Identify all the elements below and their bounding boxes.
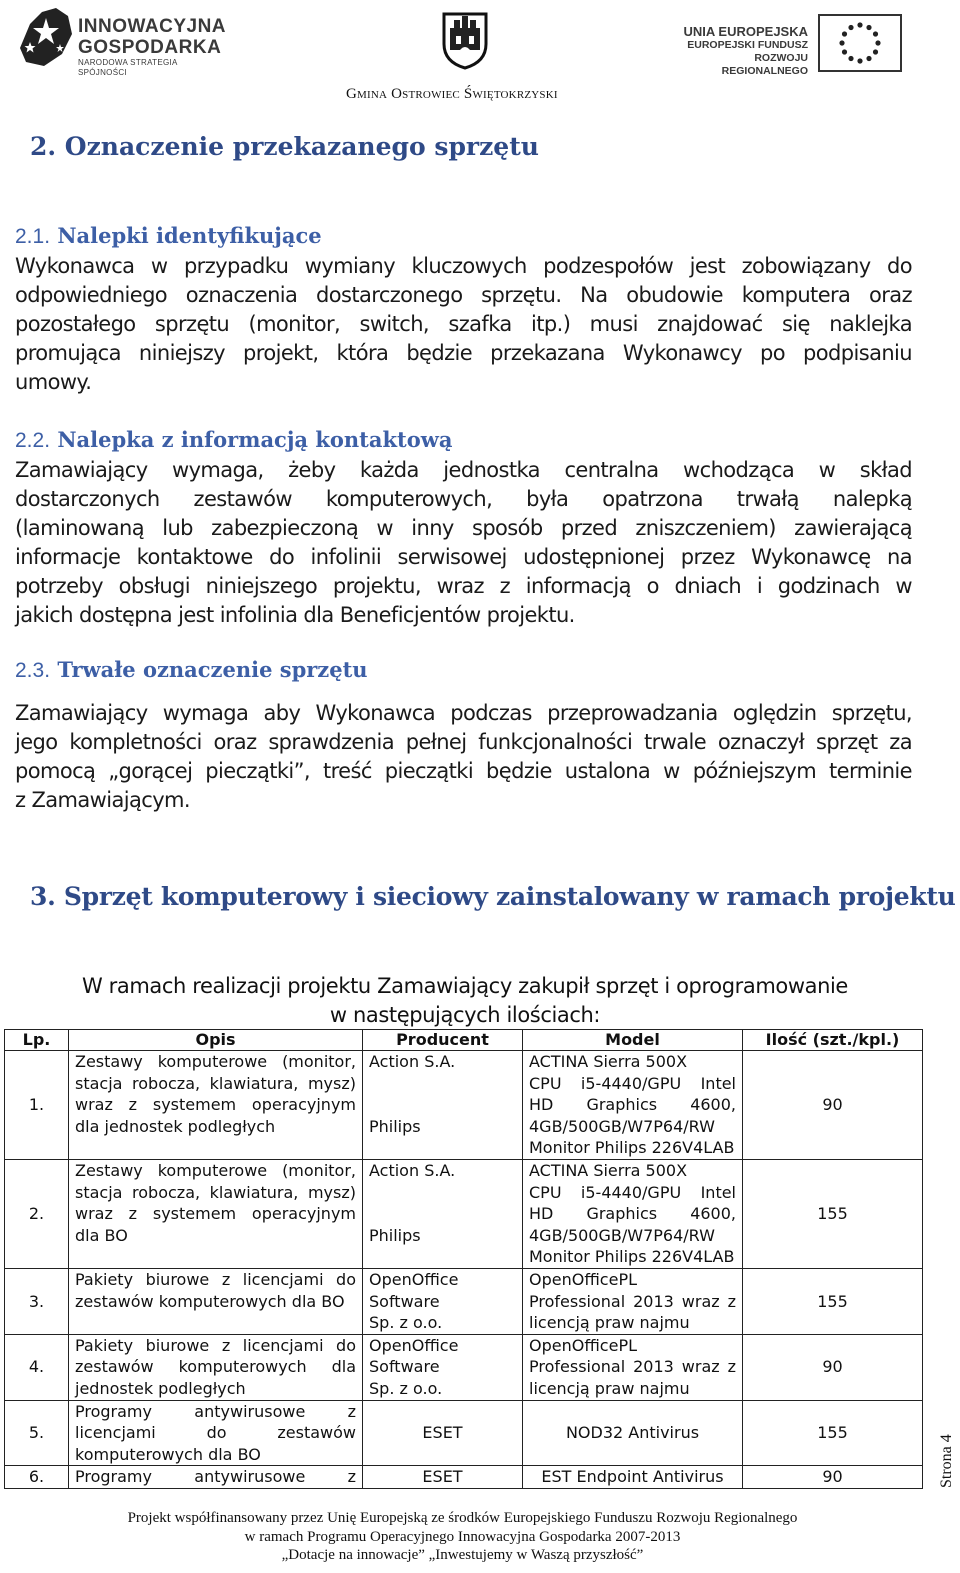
cell-line: OpenOffice — [369, 1269, 459, 1289]
cell-line: zestawów komputerowych dla BO — [75, 1291, 345, 1311]
table-row — [5, 1268, 923, 1334]
cell-line: OpenOffice — [369, 1335, 459, 1355]
col-header-model: Model — [523, 1030, 743, 1051]
cell-ilosc: 90 — [743, 1051, 923, 1160]
paragraph-line: informacje kontaktowe do infolinii serwisowej udostępnionej przez Wykonawcę na — [15, 545, 912, 569]
cell-line: licencją praw najmu — [529, 1378, 690, 1398]
cell-line: dla BO — [75, 1225, 128, 1245]
star-map-icon — [16, 4, 74, 70]
cell-line: OpenOfficePL — [529, 1335, 637, 1355]
subsection-2-3-heading — [15, 657, 368, 683]
cell-line: ACTINA Sierra 500X — [529, 1052, 688, 1071]
cell-line: stacja robocza, klawiatura, mysz) — [75, 1073, 356, 1093]
gmina-name: Gmina Ostrowiec Świętokrzyski — [346, 86, 558, 102]
footer-line2: w ramach Programu Operacyjnego Innowacyjna Gospodarka 2007-2013 — [244, 1528, 681, 1545]
table-row — [5, 1400, 923, 1466]
logo-left-line2: GOSPODARKA — [78, 37, 222, 58]
logo-right-line2: EUROPEJSKI FUNDUSZ — [687, 39, 808, 51]
table-row — [5, 1466, 923, 1489]
eu-flag-icon — [818, 14, 902, 72]
cell-model — [523, 1051, 743, 1160]
col-header-ilosc: Ilość (szt./kpl.) — [743, 1030, 923, 1051]
table-intro-line1: W ramach realizacji projektu Zamawiający zakupił sprzęt i oprogramowanie — [82, 974, 848, 998]
cell-line: Pakiety biurowe z licencjami do — [75, 1335, 356, 1355]
cell-line: Philips — [369, 1116, 421, 1136]
cell-line: 4GB/500GB/W7P64/RW — [529, 1116, 715, 1136]
subsection-2-3-text — [15, 699, 912, 815]
cell-opis — [69, 1159, 363, 1268]
subsection-2-1-number: 2.1. — [15, 225, 51, 248]
cell-line: 4GB/500GB/W7P64/RW — [529, 1225, 715, 1245]
paragraph-line: jakich dostępna jest infolinia dla Beneficjentów projektu. — [15, 603, 575, 627]
cell-line: Action S.A. — [369, 1052, 456, 1071]
cell-producent: ESET — [363, 1400, 523, 1466]
col-header-producent: Producent — [363, 1030, 523, 1051]
cell-line: CPU i5-4440/GPU Intel — [529, 1182, 736, 1202]
cell-lp: 2. — [5, 1159, 69, 1268]
cell-line: Philips — [369, 1225, 421, 1245]
paragraph-line: promująca niniejszy projekt, która będzie przekazana Wykonawcy po podpisaniu — [15, 341, 912, 365]
eu-fund-logo — [668, 14, 908, 76]
cell-line: Professional 2013 wraz z — [529, 1357, 736, 1377]
paragraph-line: pomocą „gorącej pieczątki”, treść pieczątki będzie ustalona w późniejszym terminie — [15, 759, 912, 783]
cell-line: stacja robocza, klawiatura, mysz) — [75, 1182, 356, 1202]
cell-model — [523, 1334, 743, 1400]
paragraph-line: Zamawiający wymaga, żeby każda jednostka centralna wchodząca w skład — [15, 458, 912, 482]
cell-ilosc: 90 — [743, 1334, 923, 1400]
cell-line: zestawów komputerowych dla — [75, 1357, 356, 1377]
cell-line: Zestawy komputerowe (monitor, — [75, 1160, 356, 1180]
cell-line: Pakiety biurowe z licencjami do — [75, 1269, 356, 1289]
cell-line: Monitor Philips 226V4LAB — [529, 1138, 735, 1158]
subsection-2-3-title: Trwałe oznaczenie sprzętu — [57, 657, 368, 682]
cell-line: jednostek podległych — [75, 1378, 246, 1398]
cell-producent — [363, 1159, 523, 1268]
equipment-table — [4, 1029, 923, 1489]
cell-lp: 1. — [5, 1051, 69, 1160]
cell-producent: ESET — [363, 1466, 523, 1489]
subsection-2-2-title: Nalepka z informacją kontaktową — [57, 427, 453, 452]
logo-left-line1: INNOWACYJNA — [78, 16, 227, 37]
cell-line: komputerowych dla BO — [75, 1444, 261, 1464]
table-header-row — [5, 1030, 923, 1051]
subsection-2-2-text — [15, 456, 912, 630]
cell-opis — [69, 1400, 363, 1466]
paragraph-line: umowy. — [15, 370, 92, 394]
cell-line: Software — [369, 1291, 440, 1311]
coat-of-arms-icon — [440, 10, 490, 70]
paragraph-line: pozostałego sprzętu (monitor, switch, szafka itp.) musi znajdować się naklejka — [15, 312, 912, 336]
logo-right-line1: UNIA EUROPEJSKA — [683, 24, 808, 39]
cell-line: Programy antywirusowe z — [75, 1467, 356, 1487]
cell-line: CPU i5-4440/GPU Intel — [529, 1073, 736, 1093]
cell-model: EST Endpoint Antivirus — [523, 1466, 743, 1489]
cell-model — [523, 1159, 743, 1268]
cell-producent — [363, 1334, 523, 1400]
subsection-2-2-number: 2.2. — [15, 429, 51, 452]
cell-line: licencjami do zestawów — [75, 1423, 356, 1443]
cell-producent — [363, 1051, 523, 1160]
col-header-lp: Lp. — [5, 1030, 69, 1051]
cell-line: wraz z systemem operacyjnym — [75, 1204, 356, 1224]
cell-line: Action S.A. — [369, 1160, 456, 1180]
paragraph-line: odpowiedniego oznaczenia dostarczonego sprzętu. Na obudowie komputera oraz — [15, 283, 912, 307]
subsection-2-3-number: 2.3. — [15, 659, 51, 682]
table-row — [5, 1159, 923, 1268]
logo-right-line3: ROZWOJU REGIONALNEGO — [721, 52, 808, 77]
paragraph-line: jego kompletności oraz sprawdzenia pełnej funkcjonalności trwale oznaczył sprzęt za — [15, 730, 912, 754]
cell-ilosc: 90 — [743, 1466, 923, 1489]
cell-opis — [69, 1466, 363, 1489]
cell-line: Monitor Philips 226V4LAB — [529, 1247, 735, 1267]
cell-line: Sp. z o.o. — [369, 1378, 443, 1398]
cell-ilosc: 155 — [743, 1159, 923, 1268]
table-row — [5, 1334, 923, 1400]
cell-ilosc: 155 — [743, 1268, 923, 1334]
cell-line: Software — [369, 1357, 440, 1377]
paragraph-line: Wykonawca w przypadku wymiany kluczowych podzespołów jest zobowiązany do — [15, 254, 912, 278]
cell-line: Zestawy komputerowe (monitor, — [75, 1052, 356, 1071]
paragraph-line: potrzeby obsługi niniejszego projektu, wraz z informacją o dniach i godzinach w — [15, 574, 912, 598]
paragraph-line: (laminowaną lub zabezpieczoną w inny sposób przed zniszczeniem) zawierającą — [15, 516, 912, 540]
table-intro-line2: w następujących ilościach: — [329, 1003, 601, 1027]
cell-lp: 6. — [5, 1466, 69, 1489]
paragraph-line: z Zamawiającym. — [15, 788, 190, 812]
cell-line: Sp. z o.o. — [369, 1313, 443, 1333]
section-3-title: 3. Sprzęt komputerowy i sieciowy zainstalowany w ramach projektu — [30, 882, 956, 911]
cell-opis — [69, 1268, 363, 1334]
cell-lp: 4. — [5, 1334, 69, 1400]
cell-line: HD Graphics 4600, — [529, 1095, 736, 1115]
cell-opis — [69, 1334, 363, 1400]
cell-producent — [363, 1268, 523, 1334]
cell-line: dla jednostek podległych — [75, 1116, 276, 1136]
cell-line: wraz z systemem operacyjnym — [75, 1095, 356, 1115]
cell-line: Professional 2013 wraz z — [529, 1291, 736, 1311]
cell-line: Programy antywirusowe z — [75, 1401, 356, 1421]
cell-lp: 5. — [5, 1400, 69, 1466]
page-number: Strona 4 — [938, 1434, 955, 1488]
subsection-2-2-heading — [15, 427, 452, 453]
cell-line: HD Graphics 4600, — [529, 1204, 736, 1224]
section-2-title: 2. Oznaczenie przekazanego sprzętu — [30, 132, 539, 161]
col-header-opis: Opis — [69, 1030, 363, 1051]
logo-left-line3: NARODOWA STRATEGIA SPÓJNOŚCI — [78, 58, 178, 77]
cell-model — [523, 1268, 743, 1334]
cell-opis — [69, 1051, 363, 1160]
cell-lp: 3. — [5, 1268, 69, 1334]
footer-line3: „Dotacje na innowacje” „Inwestujemy w Waszą przyszłość” — [281, 1547, 644, 1563]
footer-line1: Projekt współfinansowany przez Unię Europejską ze środków Europejskiego Funduszu Rozwoju Regionalnego — [127, 1510, 798, 1526]
table-row — [5, 1051, 923, 1160]
subsection-2-1-text — [15, 252, 912, 397]
cell-ilosc: 155 — [743, 1400, 923, 1466]
footer — [0, 1509, 925, 1565]
innowacyjna-gospodarka-logo — [16, 4, 227, 77]
subsection-2-1-heading — [15, 223, 322, 249]
paragraph-line: dostarczonych zestawów komputerowych, była opatrzona trwałą nalepką — [15, 487, 912, 511]
cell-line: licencją praw najmu — [529, 1313, 690, 1333]
paragraph-line: Zamawiający wymaga aby Wykonawca podczas przeprowadzania oględzin sprzętu, — [15, 701, 912, 725]
cell-line: OpenOfficePL — [529, 1269, 637, 1289]
cell-line: ACTINA Sierra 500X — [529, 1160, 688, 1180]
cell-model: NOD32 Antivirus — [523, 1400, 743, 1466]
subsection-2-1-title: Nalepki identyfikujące — [57, 223, 322, 248]
